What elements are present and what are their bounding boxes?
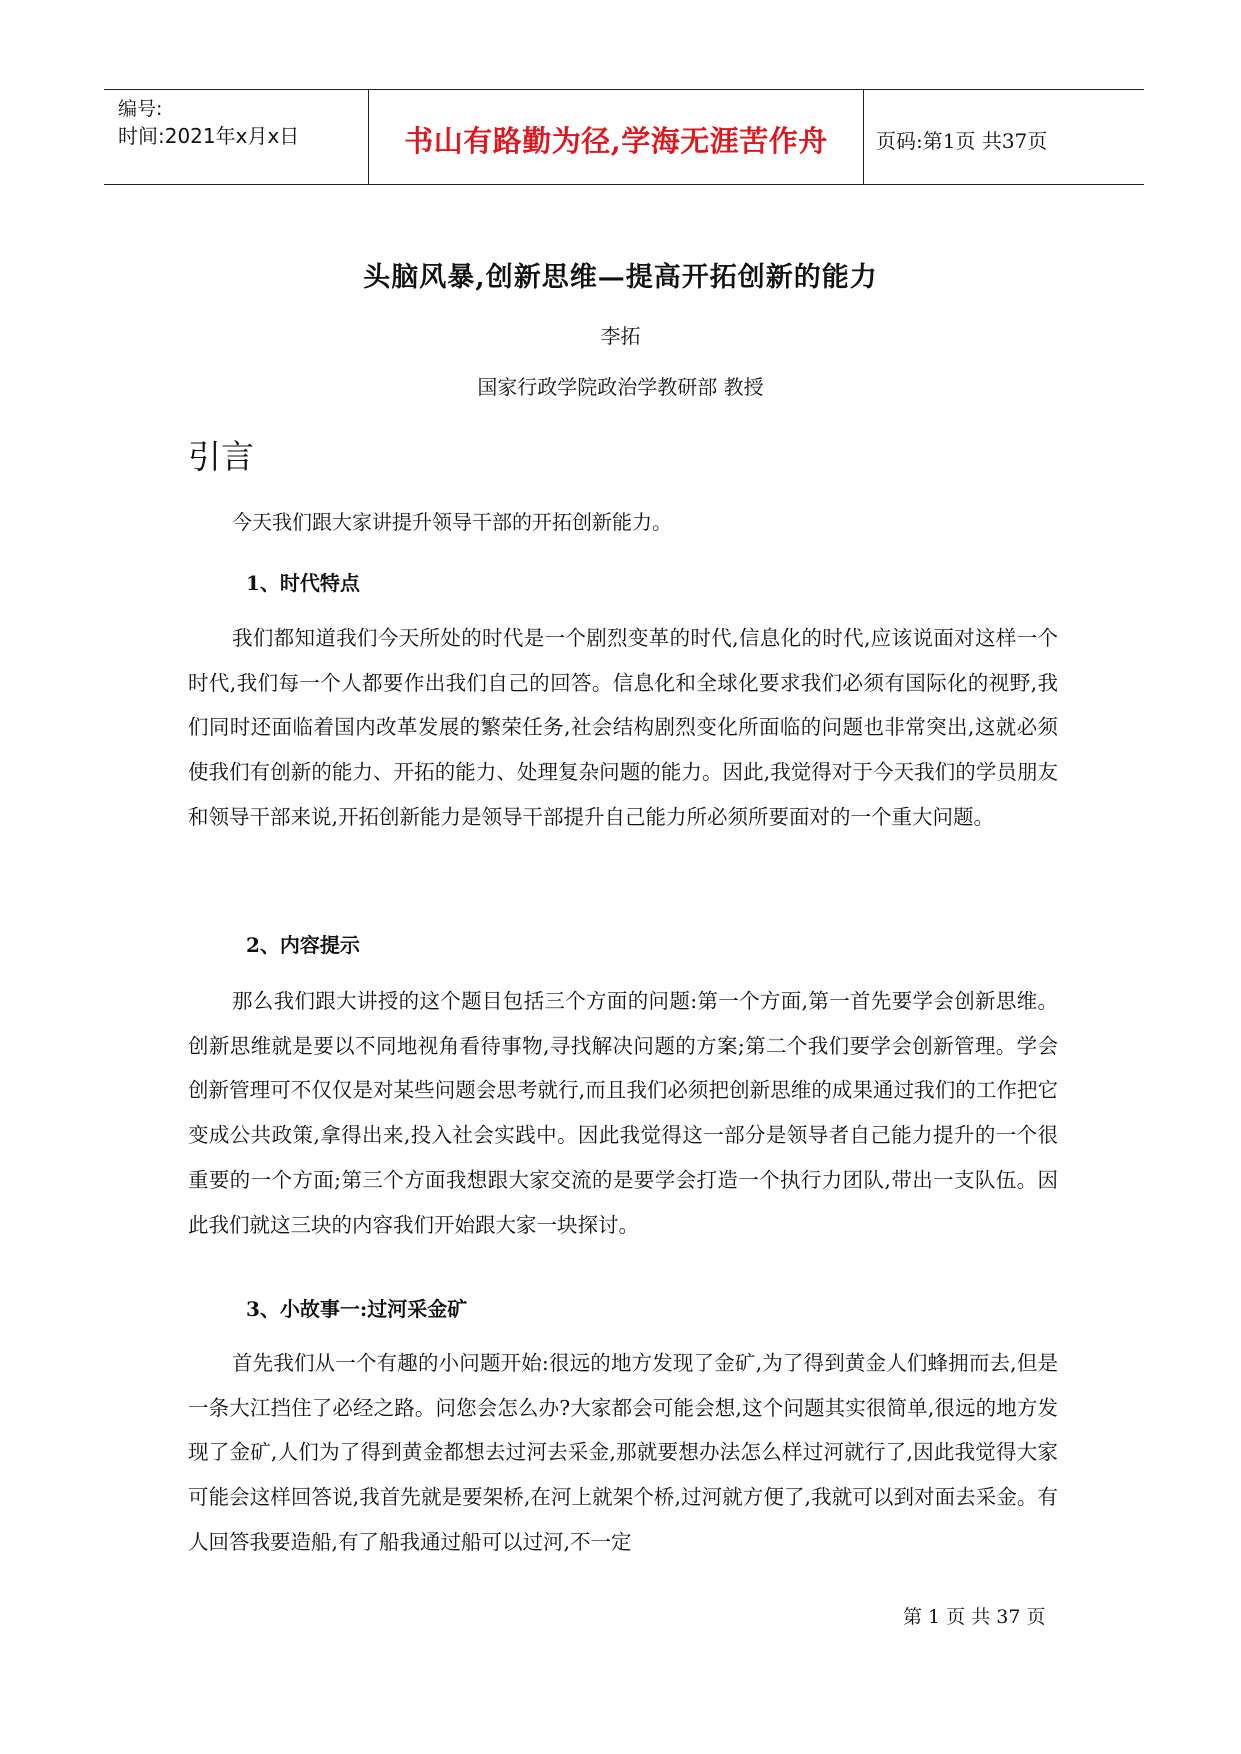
lead-paragraph: 今天我们跟大家讲提升领导干部的开拓创新能力。	[232, 510, 672, 534]
page-footer: 第 1 页 共 37 页	[903, 1606, 1046, 1628]
document-time-label: 时间:2021年x月x日	[118, 124, 300, 148]
header-motto-cell	[369, 90, 864, 184]
subsection-heading: 3、小故事一:过河采金矿	[246, 1297, 468, 1321]
document-title: 头脑风暴,创新思维—提高开拓创新的能力	[363, 262, 878, 293]
header-page-cell	[864, 90, 1144, 184]
document-number-label: 编号:	[118, 98, 163, 120]
document-author: 李拓	[600, 324, 641, 348]
header-motto: 书山有路勤为径,学海无涯苦作舟	[404, 124, 828, 158]
header-page-info: 页码:第1页 共37页	[876, 129, 1048, 153]
subsection-heading: 2、内容提示	[246, 933, 360, 957]
section-heading: 引言	[188, 437, 254, 476]
body-paragraph: 那么我们跟大讲授的这个题目包括三个方面的问题:第一个方面,第一首先要学会创新思维。创新思维就是要以不同地视角看待事物,寻找解决问题的方案;第二个我们要学会创新管理。学会创新管理可不仅仅是对某些问题会思考就行,而且我们必须把创新思维的成果通过我们的工作把它变成公共政策,拿得出来,投入社会实践中。因此我觉得这一部分是领导者自己能力提升的一个很重要的一个方面;第三个方面我想跟大家交流的是要学会打造一个执行力团队,带出一支队伍。因此我们就这三块的内容我们开始跟大家一块探讨。	[188, 989, 1058, 1237]
author-affiliation: 国家行政学院政治学教研部 教授	[477, 375, 764, 399]
header-meta-cell	[104, 90, 369, 184]
page-header	[104, 89, 1144, 185]
body-paragraph: 首先我们从一个有趣的小问题开始:很远的地方发现了金矿,为了得到黄金人们蜂拥而去,但是一条大江挡住了必经之路。问您会怎么办?大家都会可能会想,这个问题其实很简单,很远的地方发现了金矿,人们为了得到黄金都想去过河去采金,那就要想办法怎么样过河就行了,因此我觉得大家可能会这样回答说,我首先就是要架桥,在河上就架个桥,过河就方便了,我就可以到对面去采金。有人回答我要造船,有了船我通过船可以过河,不一定	[188, 1351, 1058, 1554]
subsection-heading: 1、时代特点	[246, 571, 360, 595]
body-paragraph: 我们都知道我们今天所处的时代是一个剧烈变革的时代,信息化的时代,应该说面对这样一个时代,我们每一个人都要作出我们自己的回答。信息化和全球化要求我们必须有国际化的视野,我们同时还面临着国内改革发展的繁荣任务,社会结构剧烈变化所面临的问题也非常突出,这就必须使我们有创新的能力、开拓的能力、处理复杂问题的能力。因此,我觉得对于今天我们的学员朋友和领导干部来说,开拓创新能力是领导干部提升自己能力所必须所要面对的一个重大问题。	[188, 626, 1058, 829]
